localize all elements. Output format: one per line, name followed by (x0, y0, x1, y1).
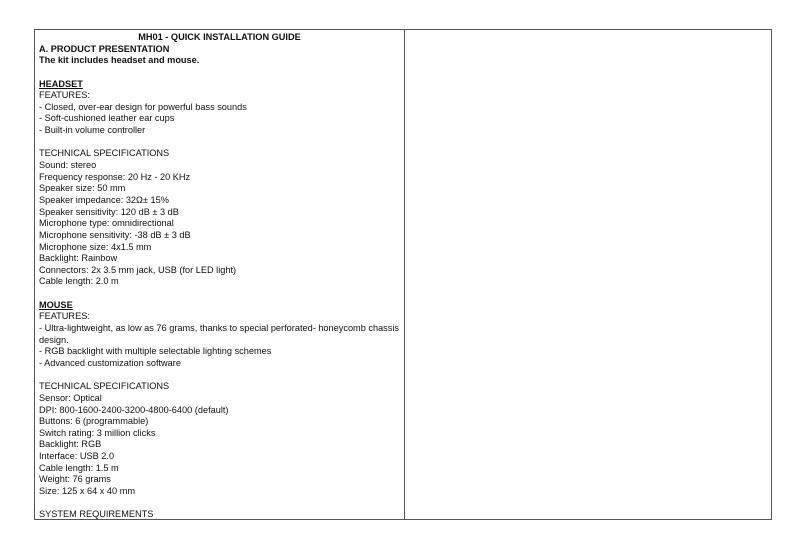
headset-spec: Cable length: 2.0 m (39, 276, 119, 287)
mouse-feature: - RGB backlight with multiple selectable lighting schemes (39, 346, 272, 357)
spacer (39, 67, 400, 79)
mouse-spec: Backlight: RGB (39, 439, 102, 450)
headset-feature: - Built-in volume controller (39, 125, 146, 136)
right-column (405, 30, 771, 519)
mouse-heading: MOUSE (39, 299, 73, 310)
mouse-spec: Switch rating: 3 million clicks (39, 427, 156, 438)
mouse-spec: Size: 125 x 64 x 40 mm (39, 485, 136, 496)
spacer (39, 137, 400, 149)
spacer (39, 370, 400, 382)
headset-heading: HEADSET (39, 78, 83, 89)
mouse-spec: Sensor: Optical (39, 392, 102, 403)
mouse-spec: Interface: USB 2.0 (39, 451, 115, 462)
headset-spec: Speaker impedance: 32Ω± 15% (39, 194, 169, 205)
headset-spec: Backlight: Rainbow (39, 253, 118, 264)
spacer (39, 498, 400, 510)
kit-note: The kit includes headset and mouse. (39, 55, 200, 66)
spacer (39, 288, 400, 300)
headset-spec: Microphone size: 4x1.5 mm (39, 241, 152, 252)
headset-spec: Speaker size: 50 mm (39, 183, 126, 194)
mouse-feature: - Advanced customization software (39, 357, 181, 368)
doc-title: MH01 - QUICK INSTALLATION GUIDE (138, 32, 301, 42)
headset-specs-label: TECHNICAL SPECIFICATIONS (39, 148, 170, 159)
left-column (35, 30, 405, 519)
headset-spec: Sound: stereo (39, 160, 97, 171)
headset-feature: - Soft-cushioned leather ear cups (39, 113, 175, 124)
mouse-feature: design. (39, 334, 69, 345)
mouse-spec: DPI: 800-1600-2400-3200-4800-6400 (default) (39, 404, 229, 415)
mouse-feature: - Ultra-lightweight, as low as 76 grams, thanks to special perforated- honeycomb chassis (39, 323, 400, 334)
mouse-spec: Weight: 76 grams (39, 474, 111, 485)
headset-spec: Connectors: 2x 3.5 mm jack, USB (for LED light) (39, 264, 237, 275)
mouse-features-label: FEATURES: (39, 311, 90, 322)
headset-spec: Frequency response: 20 Hz - 20 KHz (39, 171, 191, 182)
headset-feature: - Closed, over-ear design for powerful bass sounds (39, 101, 247, 112)
headset-spec: Microphone type: omnidirectional (39, 218, 174, 229)
document-table (34, 29, 772, 520)
headset-features-label: FEATURES: (39, 90, 90, 101)
mouse-specs-label: TECHNICAL SPECIFICATIONS (39, 381, 170, 392)
mouse-spec: Cable length: 1.5 m (39, 462, 119, 473)
mouse-spec: Buttons: 6 (programmable) (39, 416, 149, 427)
headset-spec: Speaker sensitivity: 120 dB ± 3 dB (39, 206, 179, 217)
system-requirements-heading: SYSTEM REQUIREMENTS (39, 509, 154, 519)
headset-spec: Microphone sensitivity: -38 dB ± 3 dB (39, 229, 191, 240)
section-a-heading: A. PRODUCT PRESENTATION (39, 43, 170, 54)
